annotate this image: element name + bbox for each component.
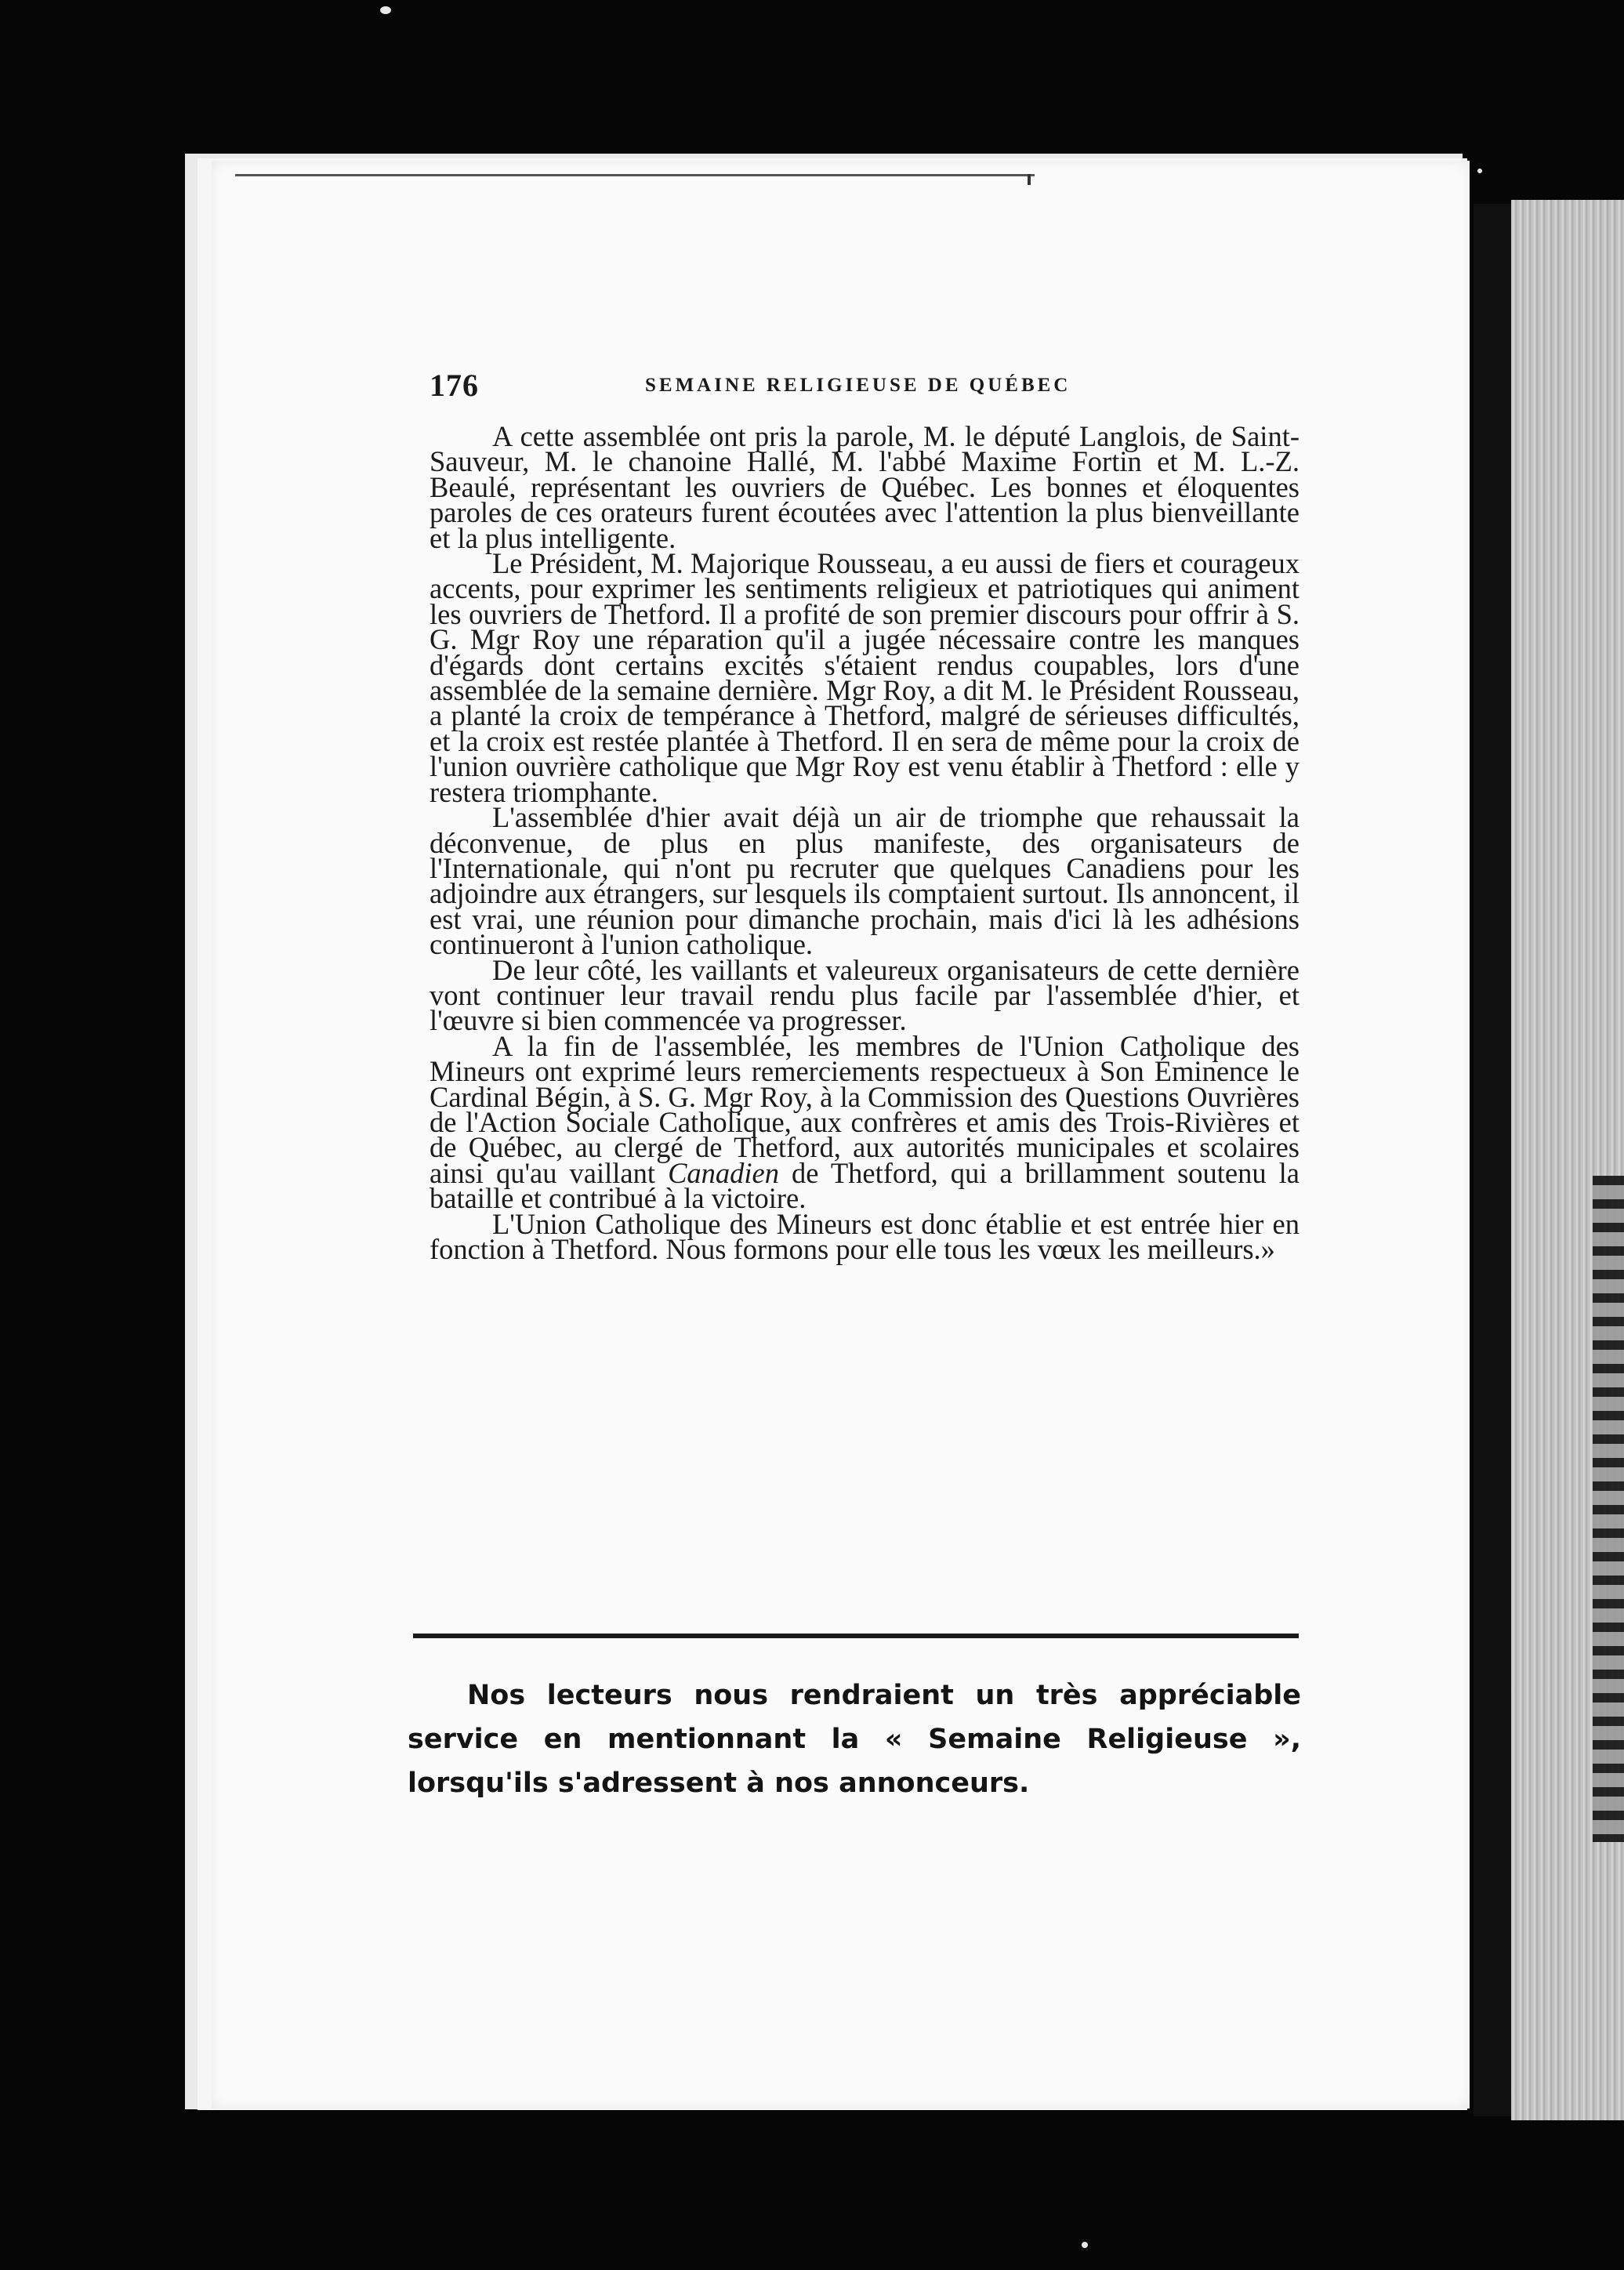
page-top-tick-mark xyxy=(1028,174,1031,185)
article-body xyxy=(430,420,1300,1265)
newspaper-name: Canadien xyxy=(668,1156,779,1189)
paragraph: L'Union Catholique des Mineurs est donc établie et est entrée hier en fonction à Thetford. Nous formons pour elle tous les vœux les meilleurs.» xyxy=(430,1207,1300,1265)
page-gutter-shadow xyxy=(1474,204,1511,2116)
scan-speck xyxy=(1082,2242,1088,2248)
running-header xyxy=(430,367,1480,414)
paragraph: A cette assemblée ont pris la parole, M. le député Langlois, de Saint-Sauveur, M. le chanoine Hallé, M. l'abbé Maxime Fortin et M. L.-Z. Beaulé, représentant les ouvriers de Québec. Les bonnes et éloquentes paroles de ces orateurs furent écoutées avec l'attention la plus bienveillante et la plus intelligente. xyxy=(430,420,1300,554)
binding-stitch-marks xyxy=(1593,1176,1624,1842)
paragraph xyxy=(430,1029,1300,1215)
paragraph: Le Président, M. Majorique Rousseau, a eu aussi de fiers et courageux accents, pour exprimer les sentiments religieux et patriotiques qui animent les ouvriers de Thetford. Il a profité de son premier discours pour offrir à S. G. Mgr Roy une réparation qu'il a jugée nécessaire contre les manques d'égards dont certains excités s'étaient rendus coupables, lors d'une assemblée de la semaine dernière. Mgr Roy, a dit M. le Président Rousseau, a planté la croix de tempérance à Thetford, malgré de sérieuses difficultés, et la croix est restée plantée à Thetford. Il en sera de même pour la croix de l'union ouvrière catholique que Mgr Roy est venu établir à Thetford : elle y restera triomphante. xyxy=(430,547,1300,808)
page-number: 176 xyxy=(430,368,479,403)
notice-text: Nos lecteurs nous rendraient un très appréciable service en mentionnant la « Semaine Religieuse », lorsqu'ils s'adressent à nos annonceurs. xyxy=(408,1680,1301,1799)
reader-notice xyxy=(408,1673,1301,1805)
scan-speck xyxy=(1477,169,1482,173)
running-title: SEMAINE RELIGIEUSE DE QUÉBEC xyxy=(645,375,1071,396)
paragraph-text: A la fin de l'assemblée, les membres de l'Union Catholique des Mineurs ont exprimé leurs remerciements respectueux à Son Éminence le Cardinal Bégin, à S. G. Mgr Roy, à la Commission des Questions Ouvrières de l'Action Sociale Catholique, aux confrères et amis des Trois-Rivières et de Québec, au clergé de Thetford, aux autorités municipales et scolaires ainsi qu'au vaillant xyxy=(430,1029,1300,1189)
scan-speck xyxy=(380,6,391,14)
section-divider xyxy=(413,1634,1299,1638)
paragraph: L'assemblée d'hier avait déjà un air de triomphe que rehaussait la déconvenue, de plus en plus manifeste, des organisateurs de l'Internationale, qui n'ont pu recruter que quelques Canadiens pour les adjoindre aux étrangers, sur lesquels ils comptaient surtout. Ils annoncent, il est vrai, une réunion pour dimanche prochain, mais d'ici là les adhésions continueront à l'union catholique. xyxy=(430,801,1300,961)
paragraph: De leur côté, les vaillants et valeureux organisateurs de cette dernière vont continuer leur travail rendu plus facile par l'assemblée d'hier, et l'œuvre si bien commencée va progresser. xyxy=(430,953,1300,1037)
page-top-edge-line xyxy=(235,174,1035,176)
paragraph-text: de Thetford, qui a brillamment soutenu la bataille et contribué à la victoire. xyxy=(430,1156,1300,1215)
